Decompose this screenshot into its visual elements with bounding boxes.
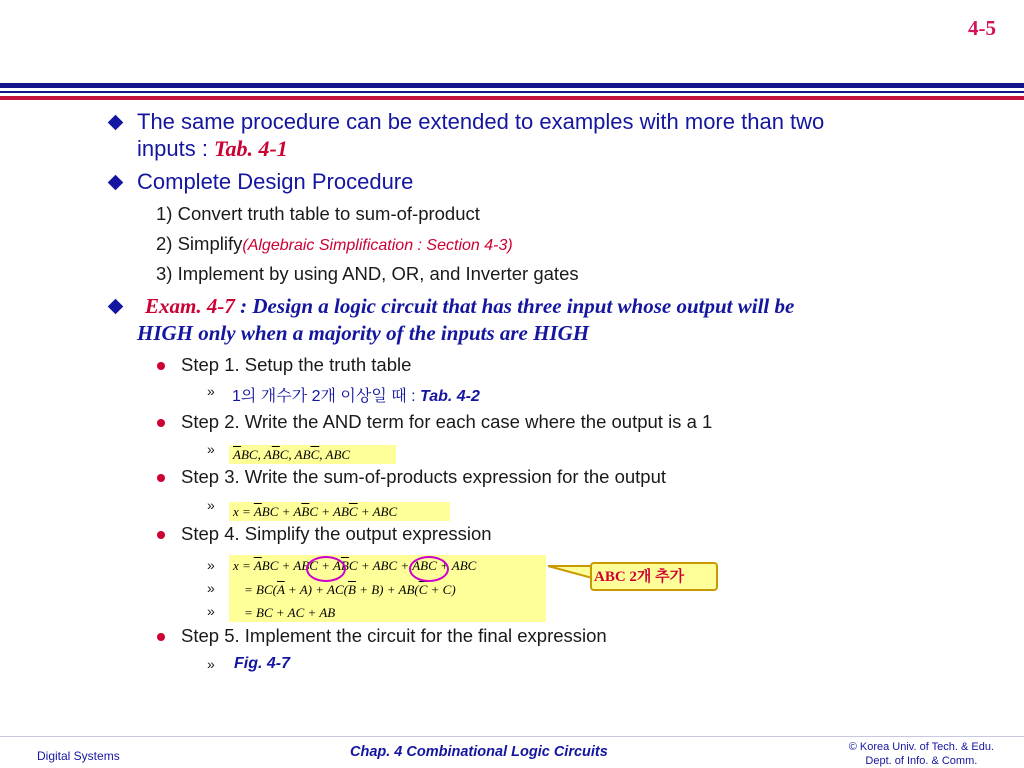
simplify-line-2: = $BC(\overline{A} + A) + AC(\overline{B} + B) + AB(\overline{C} + C)$ xyxy=(244,582,456,597)
diamond-bullet-icon xyxy=(108,115,124,131)
footer-chapter: Chap. 4 Combinational Logic Circuits xyxy=(350,744,608,760)
footer-rule xyxy=(0,736,1024,737)
sop-expression: $x = \overline{A}BC + A\overline{B}C + AB\overline{C}$ + ABC xyxy=(229,502,450,521)
simplify-note: (Algebraic Simplification : Section 4-3) xyxy=(242,237,513,254)
circle-highlight-2 xyxy=(409,556,449,582)
footer-copyright xyxy=(849,740,994,768)
raquo-icon: » xyxy=(207,383,215,399)
procedure-step-2-text: 2) Simplify xyxy=(156,233,243,254)
raquo-icon: » xyxy=(207,580,215,596)
step-3: Step 3. Write the sum-of-products expression for the output xyxy=(181,466,667,487)
exam-text: : Design a logic circuit that has three input whose output will be xyxy=(234,294,795,318)
step-5-detail: Fig. 4-7 xyxy=(234,655,291,672)
bullet-2-text: Complete Design Procedure xyxy=(137,169,414,194)
simplify-line-3: = BC + AC + AB xyxy=(244,605,336,620)
page-number: 4-5 xyxy=(968,16,996,40)
step-1: Step 1. Setup the truth table xyxy=(181,354,412,375)
step-2: Step 2. Write the AND term for each case where the output is a 1 xyxy=(181,411,713,432)
footer-copyright-line-2: Dept. of Info. & Comm. xyxy=(865,755,978,767)
raquo-icon: » xyxy=(207,656,215,672)
bullet-3 xyxy=(145,294,794,319)
simplification-box xyxy=(229,555,546,622)
circle-highlight-1 xyxy=(306,556,346,582)
red-dot-icon xyxy=(157,362,165,370)
red-dot-icon xyxy=(157,419,165,427)
bullet-1-cont xyxy=(137,136,288,162)
simplify-line-1: $x = \overline{A}BC$ + ABC + $A\overline{B}C$ + ABC + $AB\overline{C}$ + ABC xyxy=(233,558,477,573)
raquo-icon: » xyxy=(207,441,215,457)
bullet-3-cont xyxy=(137,321,589,346)
step-1-korean: 1의 개수가 2개 이상일 때 : xyxy=(232,388,421,405)
raquo-icon: » xyxy=(207,603,215,619)
exam-text-2: HIGH only when a majority of the inputs are HIGH xyxy=(137,321,590,345)
bullet-1-text: The same procedure can be extended to examples with more than two xyxy=(137,109,825,134)
callout-pointer xyxy=(546,560,596,590)
red-dot-icon xyxy=(157,531,165,539)
raquo-icon: » xyxy=(207,497,215,513)
bullet-1-text-2: inputs : xyxy=(137,136,215,161)
procedure-step-1: 1) Convert truth table to sum-of-product xyxy=(156,203,480,224)
and-terms-expression: $\overline{A}BC$, $A\overline{B}C$, $AB\overline{C}$, ABC xyxy=(229,445,396,464)
step-4: Step 4. Simplify the output expression xyxy=(181,523,492,544)
diamond-bullet-icon xyxy=(108,299,124,315)
diamond-bullet-icon xyxy=(108,175,124,191)
red-dot-icon xyxy=(157,474,165,482)
red-dot-icon xyxy=(157,633,165,641)
step-1-ref: Tab. 4-2 xyxy=(420,388,480,405)
procedure-step-2 xyxy=(156,233,513,255)
callout-text: ABC 2개 추가 xyxy=(594,569,685,585)
step-5: Step 5. Implement the circuit for the final expression xyxy=(181,625,607,646)
step-1-detail xyxy=(232,383,480,406)
footer-copyright-line-1: © Korea Univ. of Tech. & Edu. xyxy=(848,741,994,753)
bullet-1 xyxy=(137,109,824,135)
raquo-icon: » xyxy=(207,557,215,573)
exam-label: Exam. 4-7 xyxy=(145,294,235,318)
procedure-step-3: 3) Implement by using AND, OR, and Inverter gates xyxy=(156,263,579,284)
bullet-1-ref: Tab. 4-1 xyxy=(214,136,288,161)
bullet-2 xyxy=(137,169,413,195)
footer-course: Digital Systems xyxy=(37,749,120,763)
